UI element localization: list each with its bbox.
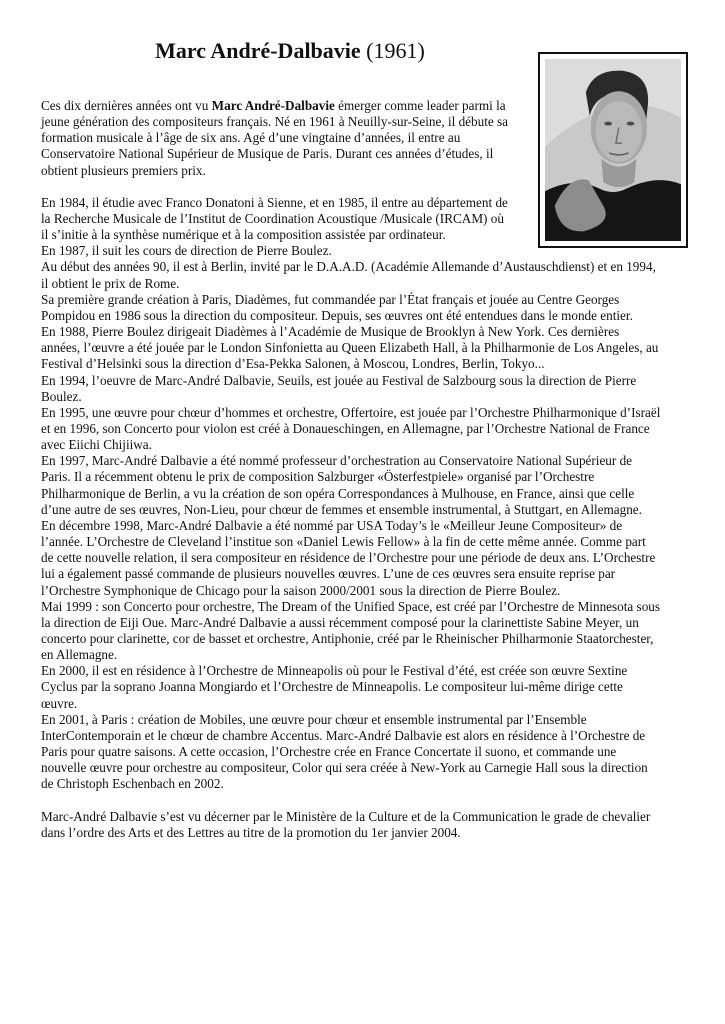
paragraph-1984: En 1984, il étudie avec Franco Donatoni à Sienne, et en 1985, il entre au département de la Recherche Musicale de l’Institut de Coordination Acoustique /Musicale (IRCAM) où il s’initie à la synthèse numérique et à la composition assistée par ordinateur. bbox=[41, 194, 508, 243]
paragraph-2000: En 2000, il est en résidence à l’Orchestre de Minneapolis où pour le Festival d’été, est créée son œuvre Sextine Cyclus par la soprano Joanna Mongiardo et l’Orchestre de Minneapolis. Le compositeur lui-même dirige cette œuvre. bbox=[41, 663, 628, 711]
paragraph-1995: En 1995, une œuvre pour chœur d’hommes et orchestre, Offertoire, est jouée par l’Orchestre Philharmonique d’Israël et en 1996, son Concerto pour violon est créé à Donaueschingen, en Allemagne, par l’Orchestre National de France avec Eiichi Chijiiwa. bbox=[41, 404, 661, 453]
intro-after: émerger comme leader parmi la jeune génération des compositeurs français. Né en 1961 à Neuilly-sur-Seine, il débute sa formation musicale à l’âge de six ans. Agé d’une vingtaine d’années, il entre au Conservatoire National Supérieur de Musique de Paris. Durant ces années d’études, il obtient plusieurs premiers prix. bbox=[41, 98, 509, 178]
paragraph-2001: En 2001, à Paris : création de Mobiles, une œuvre pour chœur et ensemble instrumental par l’Ensemble InterContemporain et le chœur de chambre Accentus. Marc-André Dalbavie est alors en résidence à l’Orchestre de Paris pour quatre saisons. A cette occasion, l’Orchestre crée en France Concertate il suono, et commande une nouvelle œuvre pour orchestre au compositeur, Color qui sera créée à New-York au Carnegie Hall sous la direction de Christoph Eschenbach en 2002. bbox=[41, 711, 648, 792]
paragraph-berlin: Au début des années 90, il est à Berlin, invité par le D.A.A.D. (Académie Allemande d’Austauschdienst) et en 1994, il obtient le prix de Rome. bbox=[41, 259, 656, 291]
composer-name: Marc André-Dalbavie bbox=[155, 38, 361, 63]
intro-before: Ces dix dernières années ont vu bbox=[41, 98, 212, 113]
paragraph-1988: En 1988, Pierre Boulez dirigeait Diadèmes à l’Académie de Musique de Brooklyn à New York. Ces dernières années, l’œuvre a été jouée par le London Sinfonietta au Queen Elizabeth Hall, à la Philharmonie de Los Angeles, au Festival d’Helsinki sous la direction d’Esa-Pekka Salonen, à Moscou, Londres, Berlin, Tokyo... bbox=[41, 324, 659, 372]
paragraph-1997: En 1997, Marc-André Dalbavie a été nommé professeur d’orchestration au Conservatoire National Supérieur de Paris. Il a récemment obtenu le prix de composition Salzburger «Österfestpiele» organisé par l’Orchestre Philharmonique de Berlin, a vu la création de son opéra Correspondances à Mulhouse, en France, ainsi que celle d’une autre de ses œuvres, Non-Lieu, pour chœur de femmes et ensemble instrumental, à Stuttgart, en Allemagne. bbox=[41, 453, 642, 517]
paragraph-1998: En décembre 1998, Marc-André Dalbavie a été nommé par USA Today’s le «Meilleur Jeune Compositeur» de l’année. L’Orchestre de Cleveland l’institue son «Daniel Lewis Fellow» à la fin de cette même année. Comme part de cette nouvelle relation, il sera compositeur en résidence de l’Orchestre pour une période de deux ans. L’Orchestre lui a également passé commande de plusieurs nouvelles œuvres. L’une de ces œuvres sera ensuite reprise par l’Orchestre Symphonique de Chicago pour la saison 2000/2001 sous la direction de Pierre Boulez. bbox=[41, 517, 656, 598]
composer-years: (1961) bbox=[360, 38, 425, 63]
page-title bbox=[40, 38, 540, 64]
paragraph-1999: Mai 1999 : son Concerto pour orchestre, The Dream of the Unified Space, est créé par l’Orchestre de Minnesota sous la direction de Eiji Oue. Marc-André Dalbavie a aussi récemment composé pour la clarinettiste Sabine Meyer, un concerto pour clarinette, cor de basset et orchestre, Antiphonie, créé par le Rheinischer Philharmonie Staatorchester, en Allemagne. bbox=[41, 598, 661, 663]
paragraph-diademes: Sa première grande création à Paris, Diadèmes, fut commandée par l’État français et jouée au Centre Georges Pompidou en 1986 sous la direction du compositeur. Depuis, ses œuvres ont été entendues dans le monde entier. bbox=[41, 291, 633, 323]
intro-text bbox=[41, 98, 511, 179]
paragraph-1987: En 1987, il suit les cours de direction de Pierre Boulez. bbox=[41, 243, 332, 259]
intro-name: Marc André-Dalbavie bbox=[211, 98, 335, 113]
paragraph-1994: En 1994, l’oeuvre de Marc-André Dalbavie, Seuils, est jouée au Festival de Salzbourg sous la direction de Pierre Boulez. bbox=[41, 372, 637, 404]
intro-paragraph bbox=[41, 98, 661, 179]
biography-text bbox=[41, 98, 661, 841]
closing-paragraph: Marc-André Dalbavie s’est vu décerner par le Ministère de la Culture et de la Communication le grade de chevalier dans l’ordre des Arts et des Lettres au titre de la promotion du 1er janvier 2004. bbox=[41, 808, 651, 840]
